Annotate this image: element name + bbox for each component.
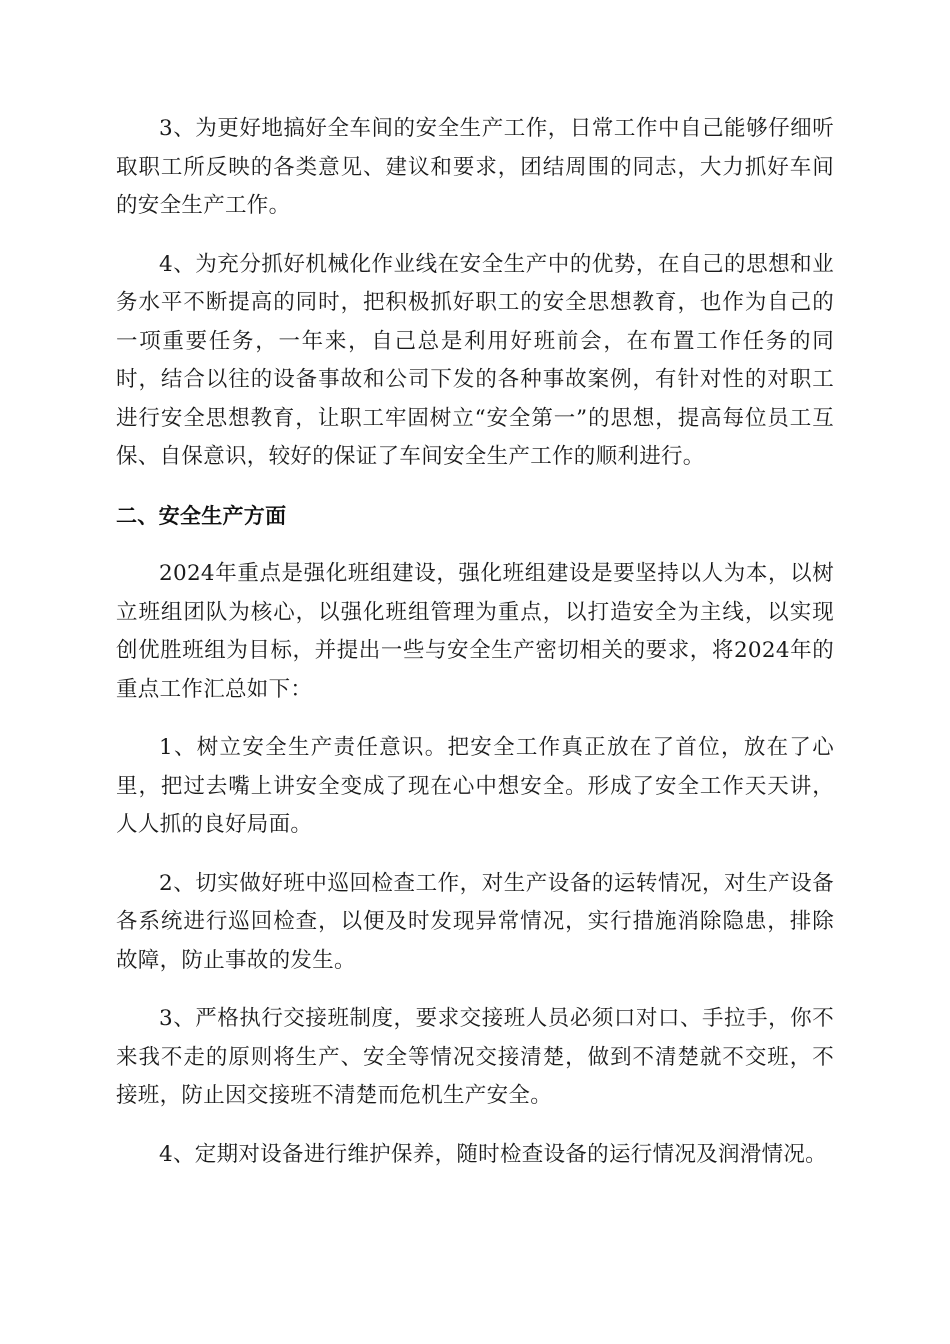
paragraph-item-4: 4、为充分抓好机械化作业线在安全生产中的优势，在自己的思想和业务水平不断提高的同时，把积极抓好职工的安全思想教育，也作为自己的一项重要任务，一年来，自己总是利用好班前会，在布置工作任务的同时，结合以往的设备事故和公司下发的各种事故案例，有针对性的对职工进行安全思想教育，让职工牢固树立“安全第一”的思想，提高每位员工互保、自保意识，较好的保证了车间安全生产工作的顺利进行。 bbox=[116, 251, 834, 469]
section-item-2: 2、切实做好班中巡回检查工作，对生产设备的运转情况，对生产设备各系统进行巡回检查，以便及时发现异常情况，实行措施消除隐患，排除故障，防止事故的发生。 bbox=[116, 870, 834, 973]
section-item-1: 1、树立安全生产责任意识。把安全工作真正放在了首位，放在了心里，把过去嘴上讲安全变成了现在心中想安全。形成了安全工作天天讲，人人抓的良好局面。 bbox=[116, 735, 834, 837]
section-item-3: 3、严格执行交接班制度，要求交接班人员必须口对口、手拉手，你不来我不走的原则将生产、安全等情况交接清楚，做到不清楚就不交班，不接班，防止因交接班不清楚而危机生产安全。 bbox=[116, 1006, 834, 1108]
section-item-4: 4、定期对设备进行维护保养，随时检查设备的运行情况及润滑情况。 bbox=[159, 1141, 827, 1167]
paragraph-item-3: 3、为更好地搞好全车间的安全生产工作，日常工作中自己能够仔细听取职工所反映的各类意见、建议和要求，团结周围的同志，大力抓好车间的安全生产工作。 bbox=[116, 116, 834, 218]
section-heading: 二、安全生产方面 bbox=[116, 503, 287, 528]
document-body bbox=[116, 110, 834, 1194]
section-intro-paragraph: 2024年重点是强化班组建设，强化班组建设是要坚持以人为本，以树立班组团队为核心，以强化班组管理为重点，以打造安全为主线，以实现创优胜班组为目标，并提出一些与安全生产密切相关的要求，将2024年的重点工作汇总如下： bbox=[116, 561, 834, 702]
